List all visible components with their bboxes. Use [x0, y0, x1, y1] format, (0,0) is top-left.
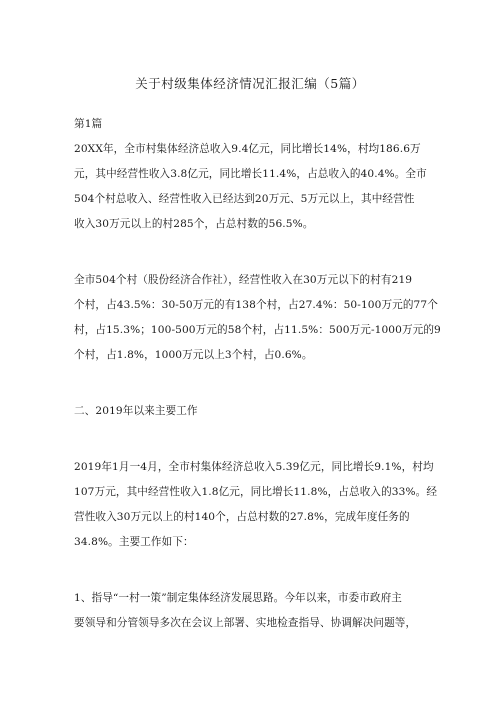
paragraph-2-line-1: 全市504个村（股份经济合作社），经营性收入在30万元以下的村有219 — [74, 274, 413, 286]
section-label: 第1篇 — [74, 118, 103, 130]
section-heading-2: 二、2019年以来主要工作 — [74, 405, 198, 417]
paragraph-2-line-2: 个村，占43.5%：30-50万元的有138个村，占27.4%：50-100万元的77个 — [74, 299, 438, 311]
paragraph-3-line-4: 34.8%。主要工作如下： — [74, 536, 194, 548]
document-title: 关于村级集体经济情况汇报汇编（5篇） — [135, 76, 365, 91]
paragraph-1-line-1: 20XX年，全市村集体经济总收入9.4亿元，同比增长14%，村均186.6万 — [74, 143, 421, 155]
paragraph-3-line-2: 107万元，其中经营性收入1.8亿元，同比增长11.8%，占总收入的33%。经 — [74, 486, 438, 498]
paragraph-4-line-1: 1、指导“一村一策”制定集体经济发展思路。今年以来，市委市政府主 — [74, 592, 402, 604]
paragraph-1-line-3: 504个村总收入、经营性收入已经达到20万元、5万元以上，其中经营性 — [74, 193, 415, 205]
paragraph-1-line-2: 元，其中经营性收入3.8亿元，同比增长11.4%，占总收入的40.4%。全市 — [74, 168, 427, 180]
paragraph-2-line-3: 村，占15.3%；100-500万元的58个村，占11.5%：500万元-1000万元的9 — [74, 324, 441, 336]
paragraph-1-line-4: 收入30万元以上的村285个，占总村数的56.5%。 — [74, 218, 314, 230]
paragraph-3-line-1: 2019年1月一4月，全市村集体经济总收入5.39亿元，同比增长9.1%，村均 — [74, 461, 434, 473]
paragraph-4-line-2: 要领导和分管领导多次在会议上部署、实地检查指导、协调解决问题等， — [74, 617, 417, 629]
paragraph-2-line-4: 个村，占1.8%，1000万元以上3个村，占0.6%。 — [74, 349, 313, 361]
paragraph-3-line-3: 营性收入30万元以上的村140个，占总村数的27.8%，完成年度任务的 — [74, 511, 410, 523]
